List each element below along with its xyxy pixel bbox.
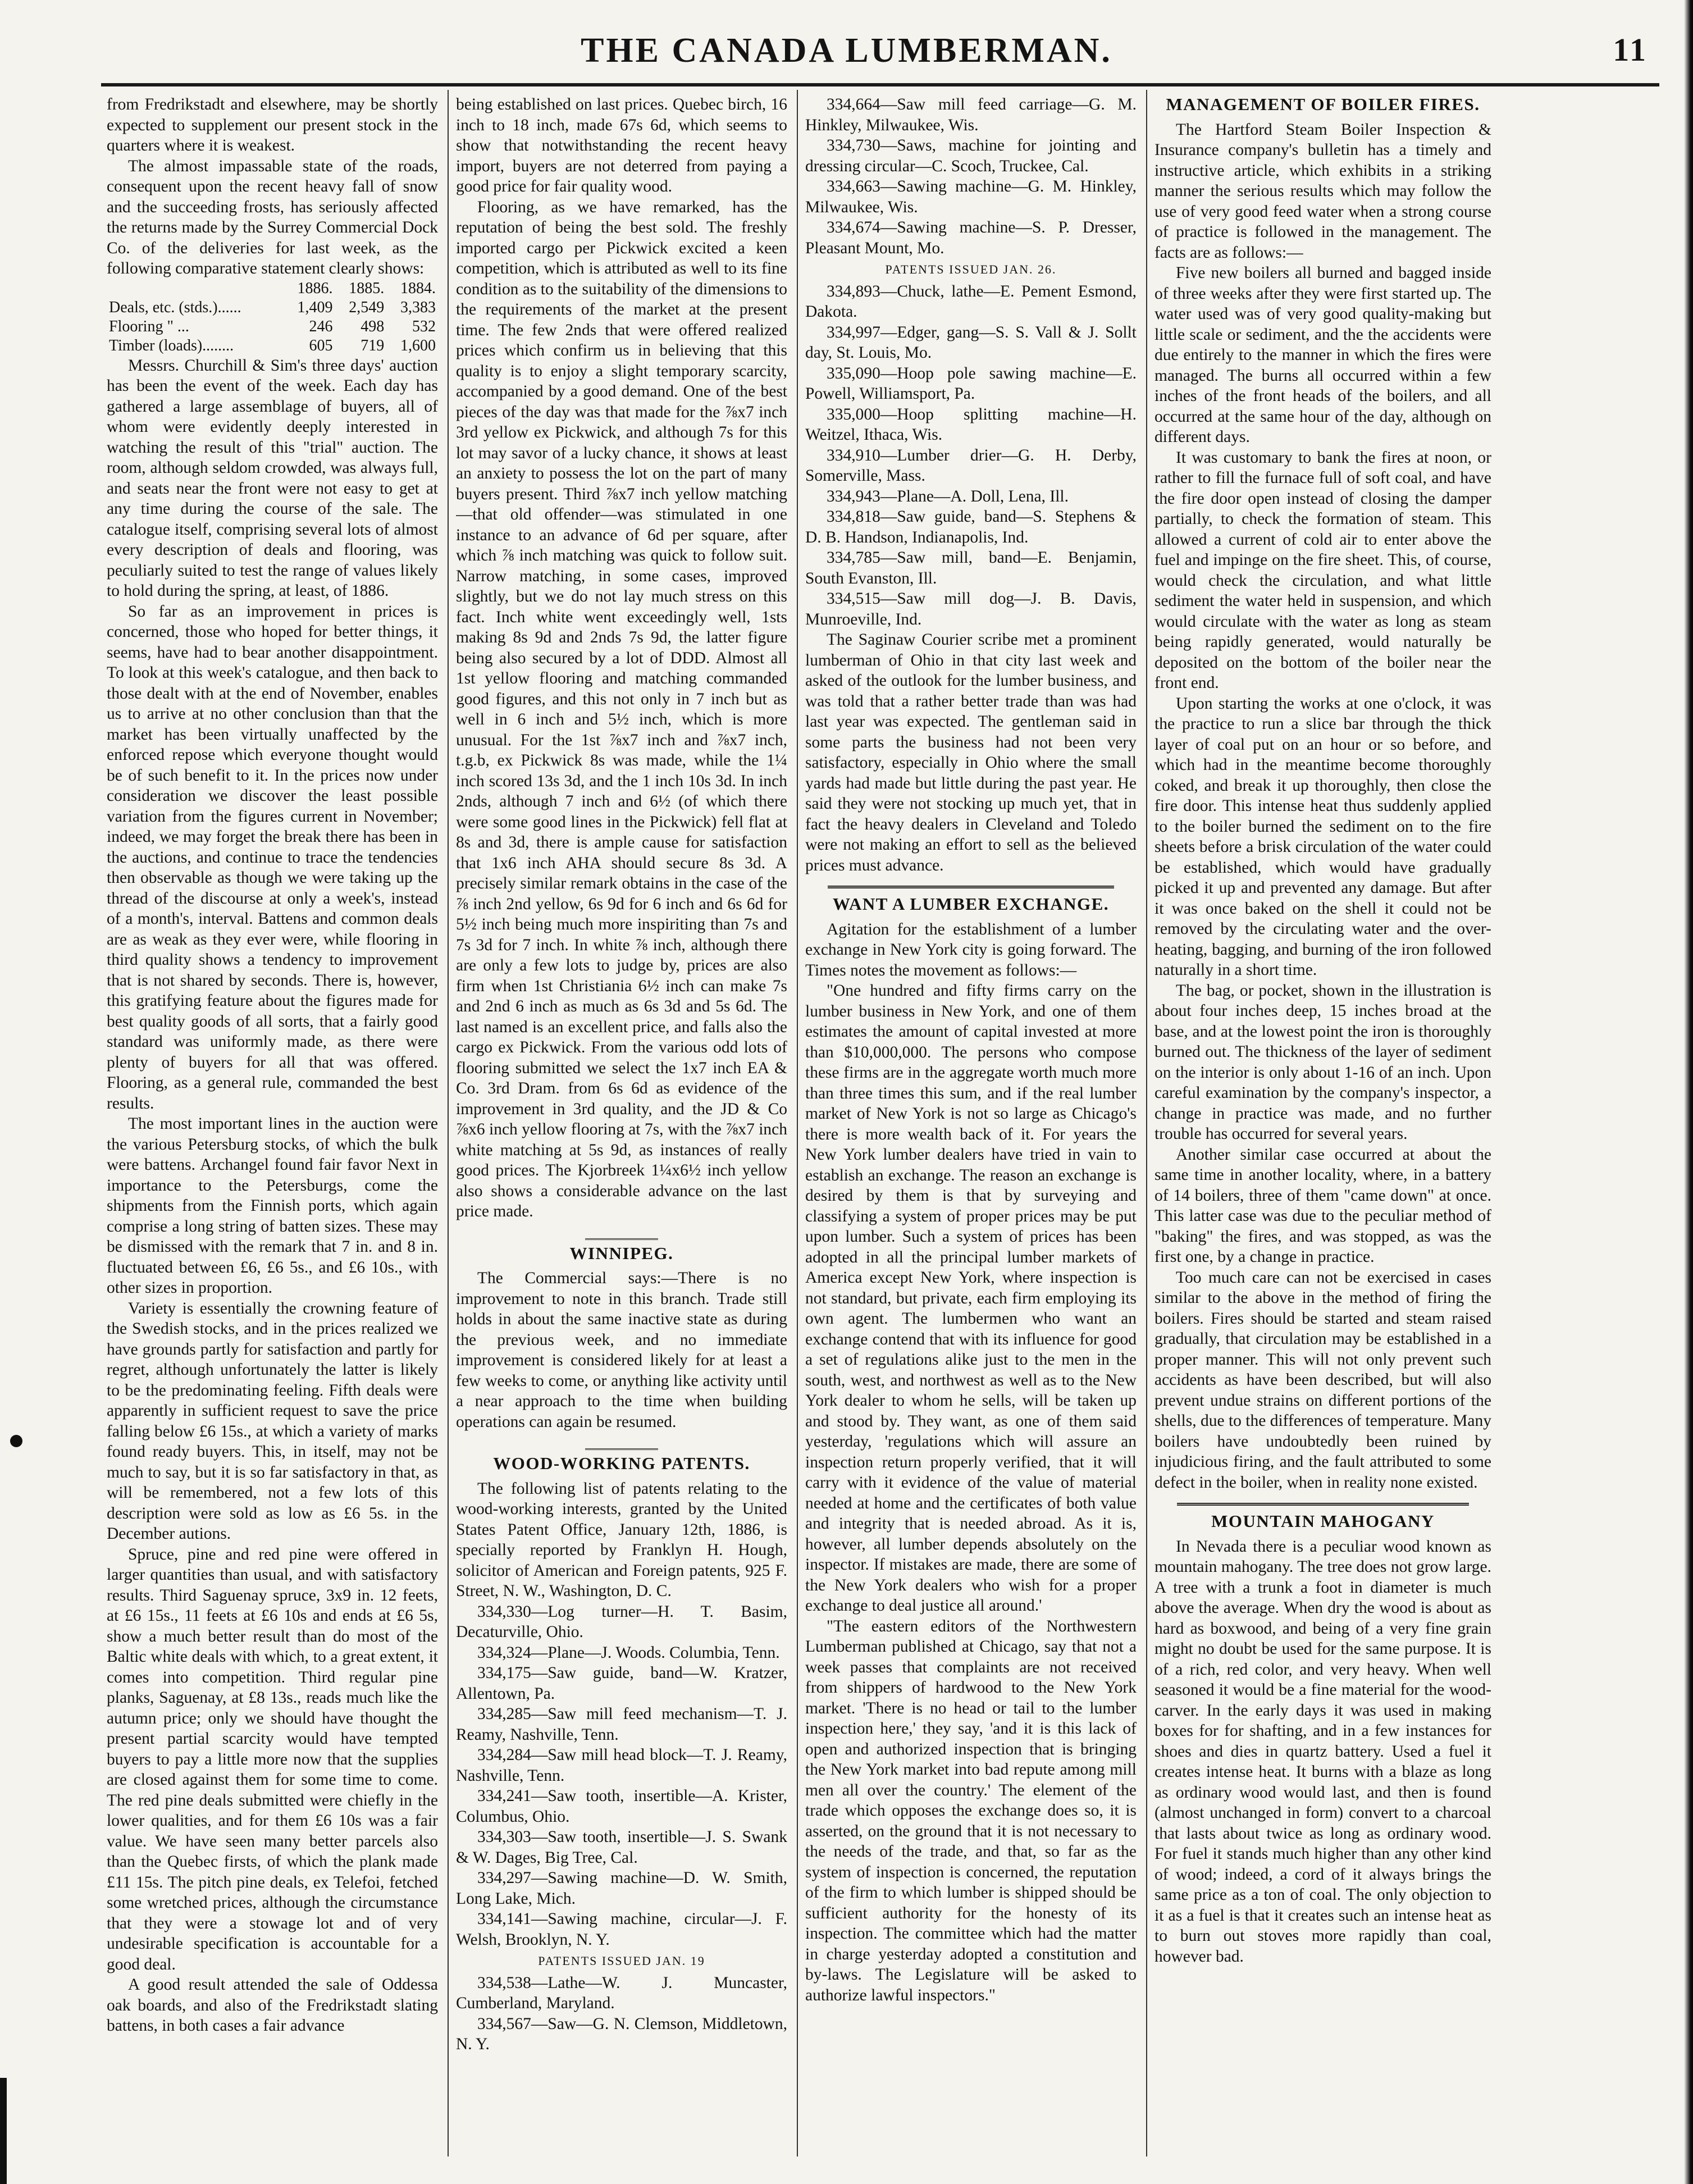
article-paragraph: In Nevada there is a peculiar wood known as mountain mahogany. The tree does not grow large. A tree with a trunk a foot in diameter is much above the average. When dry the wood is about as hard as boxwood, and being of a very fine grain might no doubt be used for the same purpose. It is of a rich, red color, and very heavy. When well seasoned it would be a fine material for the wood-carver. In the early days it was used in making boxes for for shafting, and in a few instances for shoes and dies in quartz battery. Used a fuel it creates intense heat. It burns with a blaze as long as ordinary wood would last, and then is found (almost unchanged in form) convert to a charcoal that lasts about twice as long as ordinary wood. For fuel it stands much higher than any other kind of wood; indeed, a cord of it always brings the same price as a ton of coal. The only objection to it as a fuel is that it creates such an intense heat as to burn out stoves more rapidly than coal, however bad. [1154, 1537, 1491, 1966]
table-cell: 1,600 [400, 336, 436, 354]
article-paragraph: So far as an improvement in prices is concerned, those who hoped for better things, it seems, have had to bear another disappointment. To look at this week's catalogue, and then back to those dealt with at the end of November, enables us to arrive at no other conclusion than that the market has been virtually unaffected by the enforced repose which everyone thought would be of such benefit to it. In the prices now under consideration we discover the least possible variation from the figures current in November; indeed, we may forget the break there has been in the auctions, and continue to trace the tendencies then observable as though we were taking up the thread of the discourse at only a week's, instead of a month's, interval. Battens and common deals are as weak as they ever were, while flooring in third quality shows a tendency to improvement that is not shared by seconds. There is, however, this gratifying feature about the figures made for best quality goods of all sorts, that a fairly good standard was uniformly made, as there were plenty of buyers for all that was offered. Flooring, as a general rule, commanded the best results. [107, 602, 438, 1112]
table-cell: 1884. [400, 279, 436, 297]
patent-entry: 334,730—Saws, machine for jointing and dressing circular—C. Scoch, Truckee, Cal. [805, 136, 1137, 175]
table-cell: 1885. [349, 279, 385, 297]
table-cell: 3,383 [400, 298, 436, 316]
patent-entry: 334,893—Chuck, lathe—E. Pement Esmond, Dakota. [805, 282, 1137, 321]
article-paragraph: Spruce, pine and red pine were offered in larger quantities than usual, and with satisfactory results. Third Saguenay spruce, 3x9 in. 12 feets, at £6 15s., 11 feets at £6 10s and ends at £6 5s, show a much better result than do most of the Baltic white deals with which, to a great extent, it comes into competition. Third regular pine planks, Saguenay, at £8 13s., reads much like the autumn price; only we should have thought the present partial scarcity would have tempted buyers to pay a little more now that the supplies are closed against them for some time to come. The red pine deals submitted were chiefly in the lower qualities, and for them £6 10s was a fair value. We have seen many better parcels also than the Quebec firsts, of which the plank made £11 15s. The pitch pine deals, ex Telefoi, fetched some wretched prices, although the circumstance that they were a stowage lot and of very undesirable specification is accountable for a good deal. [107, 1545, 438, 1973]
patent-entry: 334,324—Plane—J. Woods. Columbia, Tenn. [477, 1643, 780, 1662]
column-divider [1146, 90, 1147, 2156]
column-1 [107, 94, 438, 2150]
patent-entry: 335,090—Hoop pole sawing machine—E. Powell, Williamsport, Pa. [805, 364, 1137, 403]
table-cell: 246 [309, 317, 333, 335]
table-row [107, 336, 438, 355]
article-paragraph: Agitation for the establishment of a lumber exchange in New York city is going forward. The Times notes the movement as follows:— [805, 920, 1137, 979]
patent-entry: 334,303—Saw tooth, insertible—J. S. Swank & W. Dages, Big Tree, Cal. [456, 1828, 787, 1867]
section-heading-mahogany: MOUNTAIN MAHOGANY [1211, 1511, 1435, 1531]
patent-entry: 334,785—Saw mill, band—E. Benjamin, South Evanston, Ill. [805, 549, 1137, 587]
masthead-title: THE CANADA LUMBERMAN. [581, 31, 1112, 70]
article-paragraph: Flooring, as we have remarked, has the reputation of being the best sold. The freshly imported cargo per Pickwick excited a keen competition, which is attributed as well to its fine condition as to the suitability of the dimensions to the requirements of the market at the present time. The few 2nds that were offered realized prices which confirm us in believing that this quality is to enjoy a slight temporary scarcity, accompanied by a good demand. One of the best pieces of the day was that made for the ⅞x7 inch 3rd yellow ex Pickwick, and although 7s for this lot may savor of a lucky chance, it shows at least an anxiety to possess the lot on the part of many buyers present. Third ⅞x7 inch yellow matching—that old offender—was stimulated in one instance to an advance of 6d per square, after which ⅞ inch matching was quick to follow suit. Narrow matching, in some cases, improved slightly, but we do not lay much stress on this fact. Inch white went exceedingly well, 1sts making 8s 9d and 2nds 7s 9d, the latter figure being also secured by a lot of DDD. Almost all 1st yellow flooring and matching commanded good figures, and this not only in 7 inch but as well in 6 inch and 5½ inch, which is more unusual. For the 1st ⅞x7 inch and ⅞x7 inch, t.g.b, ex Pickwick 8s was made, while the 1¼ inch scored 13s 3d, and the 1 inch 10s 3d. In inch 2nds, although 7 inch and 6½ (of which there were some good lines in the Pickwick) fell flat at 8s and 3d, there is ample cause for satisfaction that 1x6 inch AHA should secure 8s 3d. A precisely similar remark obtains in the case of the ⅞ inch 2nd yellow, 6s 9d for 6 inch and 6s 6d for 5½ inch being much more inspiriting than 7s and 7s 3d for 7 inch. In white ⅞ inch, although there are only a few lots to judge by, prices are also firm when 1st Christiania 6½ inch can make 7s and 2nd 6 inch as much as 6s 3d and 5s 6d. The last named is an excellent price, and falls also the cargo ex Pickwick. From the various odd lots of flooring submitted we select the 1x7 inch EA & Co. 3rd Dram. from 6s 6d as evidence of the improvement in 3rd quality, and the JD & Co ⅞x6 inch yellow flooring at 7s, with the ⅞x7 inch white matching at 5s 9d, as instances of really good prices. The Kjorbreek 1¼x6½ inch yellow also shows a considerable advance on the last price made. [456, 198, 787, 1220]
page-edge-shadow [0, 2078, 7, 2184]
patent-entry: 335,000—Hoop splitting machine—H. Weitzel, Ithaca, Wis. [805, 405, 1137, 444]
table-cell [107, 279, 284, 298]
article-paragraph: Upon starting the works at one o'clock, it was the practice to run a slice bar through the thick layer of coal put on an hour or so before, and which had in the meantime become thoroughly coked, and break it up thoroughly, then close the fire door. This intense heat thus suddenly applied to the boiler burned the sediment on to the fire sheets before a brisk circulation of the water could be established, which would have gradually picked it up and prevented any damage. But after it was once baked on the shell it could not be removed by the circulating water and the over-heating, bagging, and burning of the iron followed naturally in a short time. [1154, 694, 1491, 979]
article-paragraph: from Fredrikstadt and elsewhere, may be shortly expected to supplement our present stock in the quarters where it is weakest. [107, 95, 438, 154]
patent-entry: 334,297—Sawing machine—D. W. Smith, Long Lake, Mich. [456, 1869, 787, 1908]
article-paragraph: The most important lines in the auction were the various Petersburg stocks, of which the bulk were battens. Archangel found fair favor Next in importance to the Petersburgs, come the shipments from the Finnish ports, which again comprise a long string of batten sizes. These may be dismissed with the remark that 7 in. and 8 in. fluctuated between £6, £6 5s., and £6 10s., with other sizes in proportion. [107, 1115, 438, 1297]
patent-entry: 334,910—Lumber drier—G. H. Derby, Somerville, Mass. [805, 446, 1137, 485]
table-cell: Deals, etc. (stds.)...... [109, 298, 241, 316]
section-divider [456, 1232, 787, 1240]
table-header-row [107, 279, 438, 298]
table-cell: Flooring " ... [109, 317, 189, 335]
section-divider [456, 1442, 787, 1450]
patents-subheading: PATENTS ISSUED JAN. 19 [538, 1954, 705, 1968]
patent-entry: 334,997—Edger, gang—S. S. Vall & J. Sollt day, St. Louis, Mo. [805, 323, 1137, 362]
deliveries-table [107, 279, 438, 355]
table-cell: 2,549 [349, 298, 385, 316]
article-paragraph: Variety is essentially the crowning feature of the Swedish stocks, and in the prices realized we have grounds partly for satisfaction and partly for regret, although unfortunately the latter is likely to be the predominating feeling. Fifth deals were apparently in sufficient request to save the price falling below £6 15s., at which a variety of marks found ready buyers. This, in itself, may not be much to say, but it is so far satisfactory in that, as will be remembered, not a few lots of this description were sold as low as £6 5s. in the December autions. [107, 1299, 438, 1543]
article-paragraph: The Saginaw Courier scribe met a prominent lumberman of Ohio in that city last week and asked of the outlook for the lumber business, and was told that a rather better trade than was had last year was expected. The gentleman said in some parts the business had not been very satisfactory, especially in Ohio where the small yards had made but little during the past year. He said they were not stocking up much yet, that in fact the heavy dealers in Cleveland and Toledo were not making an effort to sell as the believed prices must advance. [805, 631, 1137, 874]
table-cell: 719 [360, 336, 385, 354]
table-cell: 532 [412, 317, 436, 335]
section-heading-exchange: WANT A LUMBER EXCHANGE. [832, 894, 1110, 914]
article-paragraph: The bag, or pocket, shown in the illustration is about four inches deep, 15 inches broad at the base, and at the lowest point the iron is thoroughly burned out. The thickness of the layer of sediment on the interior is only about 1-16 of an inch. Upon careful examination by the company's inspector, a change in practice was made, and no further trouble has occurred for several years. [1154, 981, 1491, 1143]
article-paragraph: "One hundred and fifty firms carry on the lumber business in New York, and one of them estimates the amount of capital invested at more than $10,000,000. The persons who compose these firms are in the aggregate worth much more than three times this sum, and if the real lumber market of New York is not so large as Chicago's there is more wealth back of it. For years the New York lumber dealers have tried in vain to establish an exchange. The reason an exchange is desired by them is that by surveying and classifying a system of proper prices may be put upon lumber. Such a system of prices has been adopted in all the principal lumber markets of America except New York, where inspection is not standard, but private, each firm employing its own agent. The lumbermen who want an exchange contend that with its influence for good a set of regulations alike just to the men in the south, west, and northwest as well as to the New York dealer to whom he sells, will be taken up and stood by. They want, as one of them said yesterday, 'regulations which will assure an inspection return properly verified, that it will carry with it evidence of the value of material needed at home and the certificates of both value and integrity that is needed abroad. As it is, however, all lumber depends absolutely on the inspector. If mistakes are made, there are some of the New York dealers who wish for a proper exchange to deal justice all around.' [805, 982, 1137, 1615]
patent-entry: 334,175—Saw guide, band—W. Kratzer, Allentown, Pa. [456, 1664, 787, 1703]
table-row [107, 298, 438, 317]
article-paragraph: The almost impassable state of the roads, consequent upon the recent heavy fall of snow and the succeeding frosts, has seriously affected the returns made by the Surrey Commercial Dock Co. of the deliveries for last week, as the following comparative statement clearly shows: [107, 157, 438, 277]
article-paragraph: Too much care can not be exercised in cases similar to the above in the method of firing the boilers. Fires should be started and steam raised gradually, that circulation may be established in a proper manner. This will not only prevent such accidents as have been described, but will also prevent undue strains on different portions of the shells, due to the differences of temperature. Many boilers have undoubtedly been ruined by injudicious firing, and the fault attributed to some defect in the boiler, when in reality none existed. [1154, 1268, 1491, 1492]
article-paragraph: Another similar case occurred at about the same time in another locality, where, in a battery of 14 boilers, three of them "came down" at once. This latter case was due to the peculiar method of "baking" the fires, and was stopped, as was the first one, by a change in practice. [1154, 1145, 1491, 1266]
article-paragraph: It was customary to bank the fires at noon, or rather to fill the furnace full of soft coal, and have the fire door open instead of closing the damper partially, to check the formation of steam. This allowed a current of cold air to enter above the fuel and impinge on the fire sheet. This, of course, would check the circulation, and what little sediment the water held in suspension, and which would circulate with the water as long as steam being rapidly generated, would naturally be deposited on the bottom of the boiler near the front end. [1154, 448, 1491, 692]
table-row [107, 317, 438, 336]
patent-entry: 334,663—Sawing machine—G. M. Hinkley, Milwaukee, Wis. [805, 177, 1137, 216]
section-heading-winnipeg: WINNIPEG. [569, 1243, 674, 1263]
article-paragraph: The following list of patents relating to the wood-working interests, granted by the United States Patent Office, January 12th, 1886, is specially reported by Franklyn H. Hough, solicitor of American and Foreign patents, 925 F. Street, N. W., Washington, D. C. [456, 1479, 787, 1600]
column-4 [1154, 94, 1491, 2150]
table-cell: Timber (loads)........ [109, 336, 234, 354]
table-cell: 1886. [297, 279, 333, 297]
patent-entry: 334,567—Saw—G. N. Clemson, Middletown, N. Y. [456, 2014, 787, 2053]
patent-entry: 334,943—Plane—A. Doll, Lena, Ill. [827, 487, 1069, 505]
article-paragraph: The Hartford Steam Boiler Inspection & Insurance company's bulletin has a timely and instructive article, which exhibits in a striking manner the serious results which may follow the use of very good feed water when a strong course of practice is followed in the management. The facts are as follows:— [1154, 120, 1491, 262]
article-paragraph: Messrs. Churchill & Sim's three days' auction has been the event of the week. Each day has gathered a large assemblage of buyers, all of whom were evidently deeply interested in watching the result of this "trial" auction. The room, although seldom crowded, was always full, and seats near the front were not easy to get at any time during the course of the sale. The catalogue itself, comprising several lots of almost every description of deals and flooring, was peculiarly suited to test the range of values likely to hold during the spring, at least, of 1886. [107, 356, 438, 600]
table-cell: 605 [309, 336, 333, 354]
patent-entry: 334,141—Sawing machine, circular—J. F. Welsh, Brooklyn, N. Y. [456, 1910, 787, 1949]
patent-entry: 334,664—Saw mill feed carriage—G. M. Hinkley, Milwaukee, Wis. [805, 95, 1137, 134]
patent-entry: 334,538—Lathe—W. J. Muncaster, Cumberland, Maryland. [456, 1973, 787, 2012]
page-edge-shadow-right [1684, 0, 1693, 2184]
patent-entry: 334,330—Log turner—H. T. Basim, Decaturville, Ohio. [456, 1602, 787, 1641]
patent-entry: 334,515—Saw mill dog—J. B. Davis, Munroeville, Ind. [805, 590, 1137, 628]
patent-entry: 334,674—Sawing machine—S. P. Dresser, Pleasant Mount, Mo. [805, 218, 1137, 257]
column-divider [448, 90, 449, 2156]
column-2 [456, 94, 787, 2150]
binding-hole [10, 1435, 22, 1447]
section-divider [1177, 1503, 1469, 1506]
section-heading-boiler: MANAGEMENT OF BOILER FIRES. [1166, 94, 1480, 114]
patent-entry: 334,241—Saw tooth, insertible—A. Krister, Columbus, Ohio. [456, 1787, 787, 1826]
article-paragraph: Five new boilers all burned and bagged inside of three weeks after they were first started up. The water used was of very good quality-making but little scale or sediment, and the the accidents were due entirely to the manner in which the fires were managed. The burns all occurred within a few inches of the front heads of the boilers, and all occurred at the same hour of the day, although on different days. [1154, 264, 1491, 446]
patent-entry: 334,285—Saw mill feed mechanism—T. J. Reamy, Nashville, Tenn. [456, 1705, 787, 1744]
article-paragraph: The Commercial says:—There is no improvement to note in this branch. Trade still holds in about the same inactive state as during the previous week, and no immediate improvement is considered likely for at least a few weeks to come, or anything like activity until a near approach to the time when building operations can again be resumed. [456, 1269, 787, 1431]
patent-entry: 334,818—Saw guide, band—S. Stephens & D. B. Handson, Indianapolis, Ind. [805, 508, 1137, 546]
header-rule [101, 83, 1659, 86]
article-paragraph: being established on last prices. Quebec birch, 16 inch to 18 inch, made 67s 6d, which seems to show that notwithstanding the recent heavy import, buyers are not deterred from paying a good price for fair quality wood. [456, 95, 787, 195]
masthead [0, 31, 1693, 76]
column-divider [797, 90, 798, 2156]
section-heading-patents: WOOD-WORKING PATENTS. [493, 1453, 750, 1473]
article-paragraph: A good result attended the sale of Oddessa oak boards, and also of the Fredrikstadt slating battens, in both cases a fair advance [107, 1976, 438, 2035]
column-3 [805, 94, 1137, 2150]
article-paragraph: "The eastern editors of the Northwestern Lumberman published at Chicago, say that not a week passes that complaints are not received from shippers of hardwood to the New York market. 'There is no head or tail to the lumber inspection here,' they say, 'and it is this lack of open and authorized inspection that is bringing the New York market into bad repute among mill men all over the country.' The element of the trade which opposes the exchange does so, it is asserted, on the ground that it is not necessary to the needs of the trade, and that, so far as the system of inspection is concerned, the reputation of the firm to which lumber is shipped should be sufficient authority for the honesty of its inspection. The committee which had the matter in charge yesterday adopted a constitution and by-laws. The Legislature will be asked to authorize lawful inspectors." [805, 1617, 1137, 2004]
table-cell: 1,409 [297, 298, 333, 316]
patent-entry: 334,284—Saw mill head block—T. J. Reamy, Nashville, Tenn. [456, 1746, 787, 1785]
page-number: 11 [1613, 31, 1648, 68]
table-cell: 498 [360, 317, 385, 335]
patents-subheading: PATENTS ISSUED JAN. 26. [885, 262, 1057, 276]
section-divider [828, 886, 1114, 888]
